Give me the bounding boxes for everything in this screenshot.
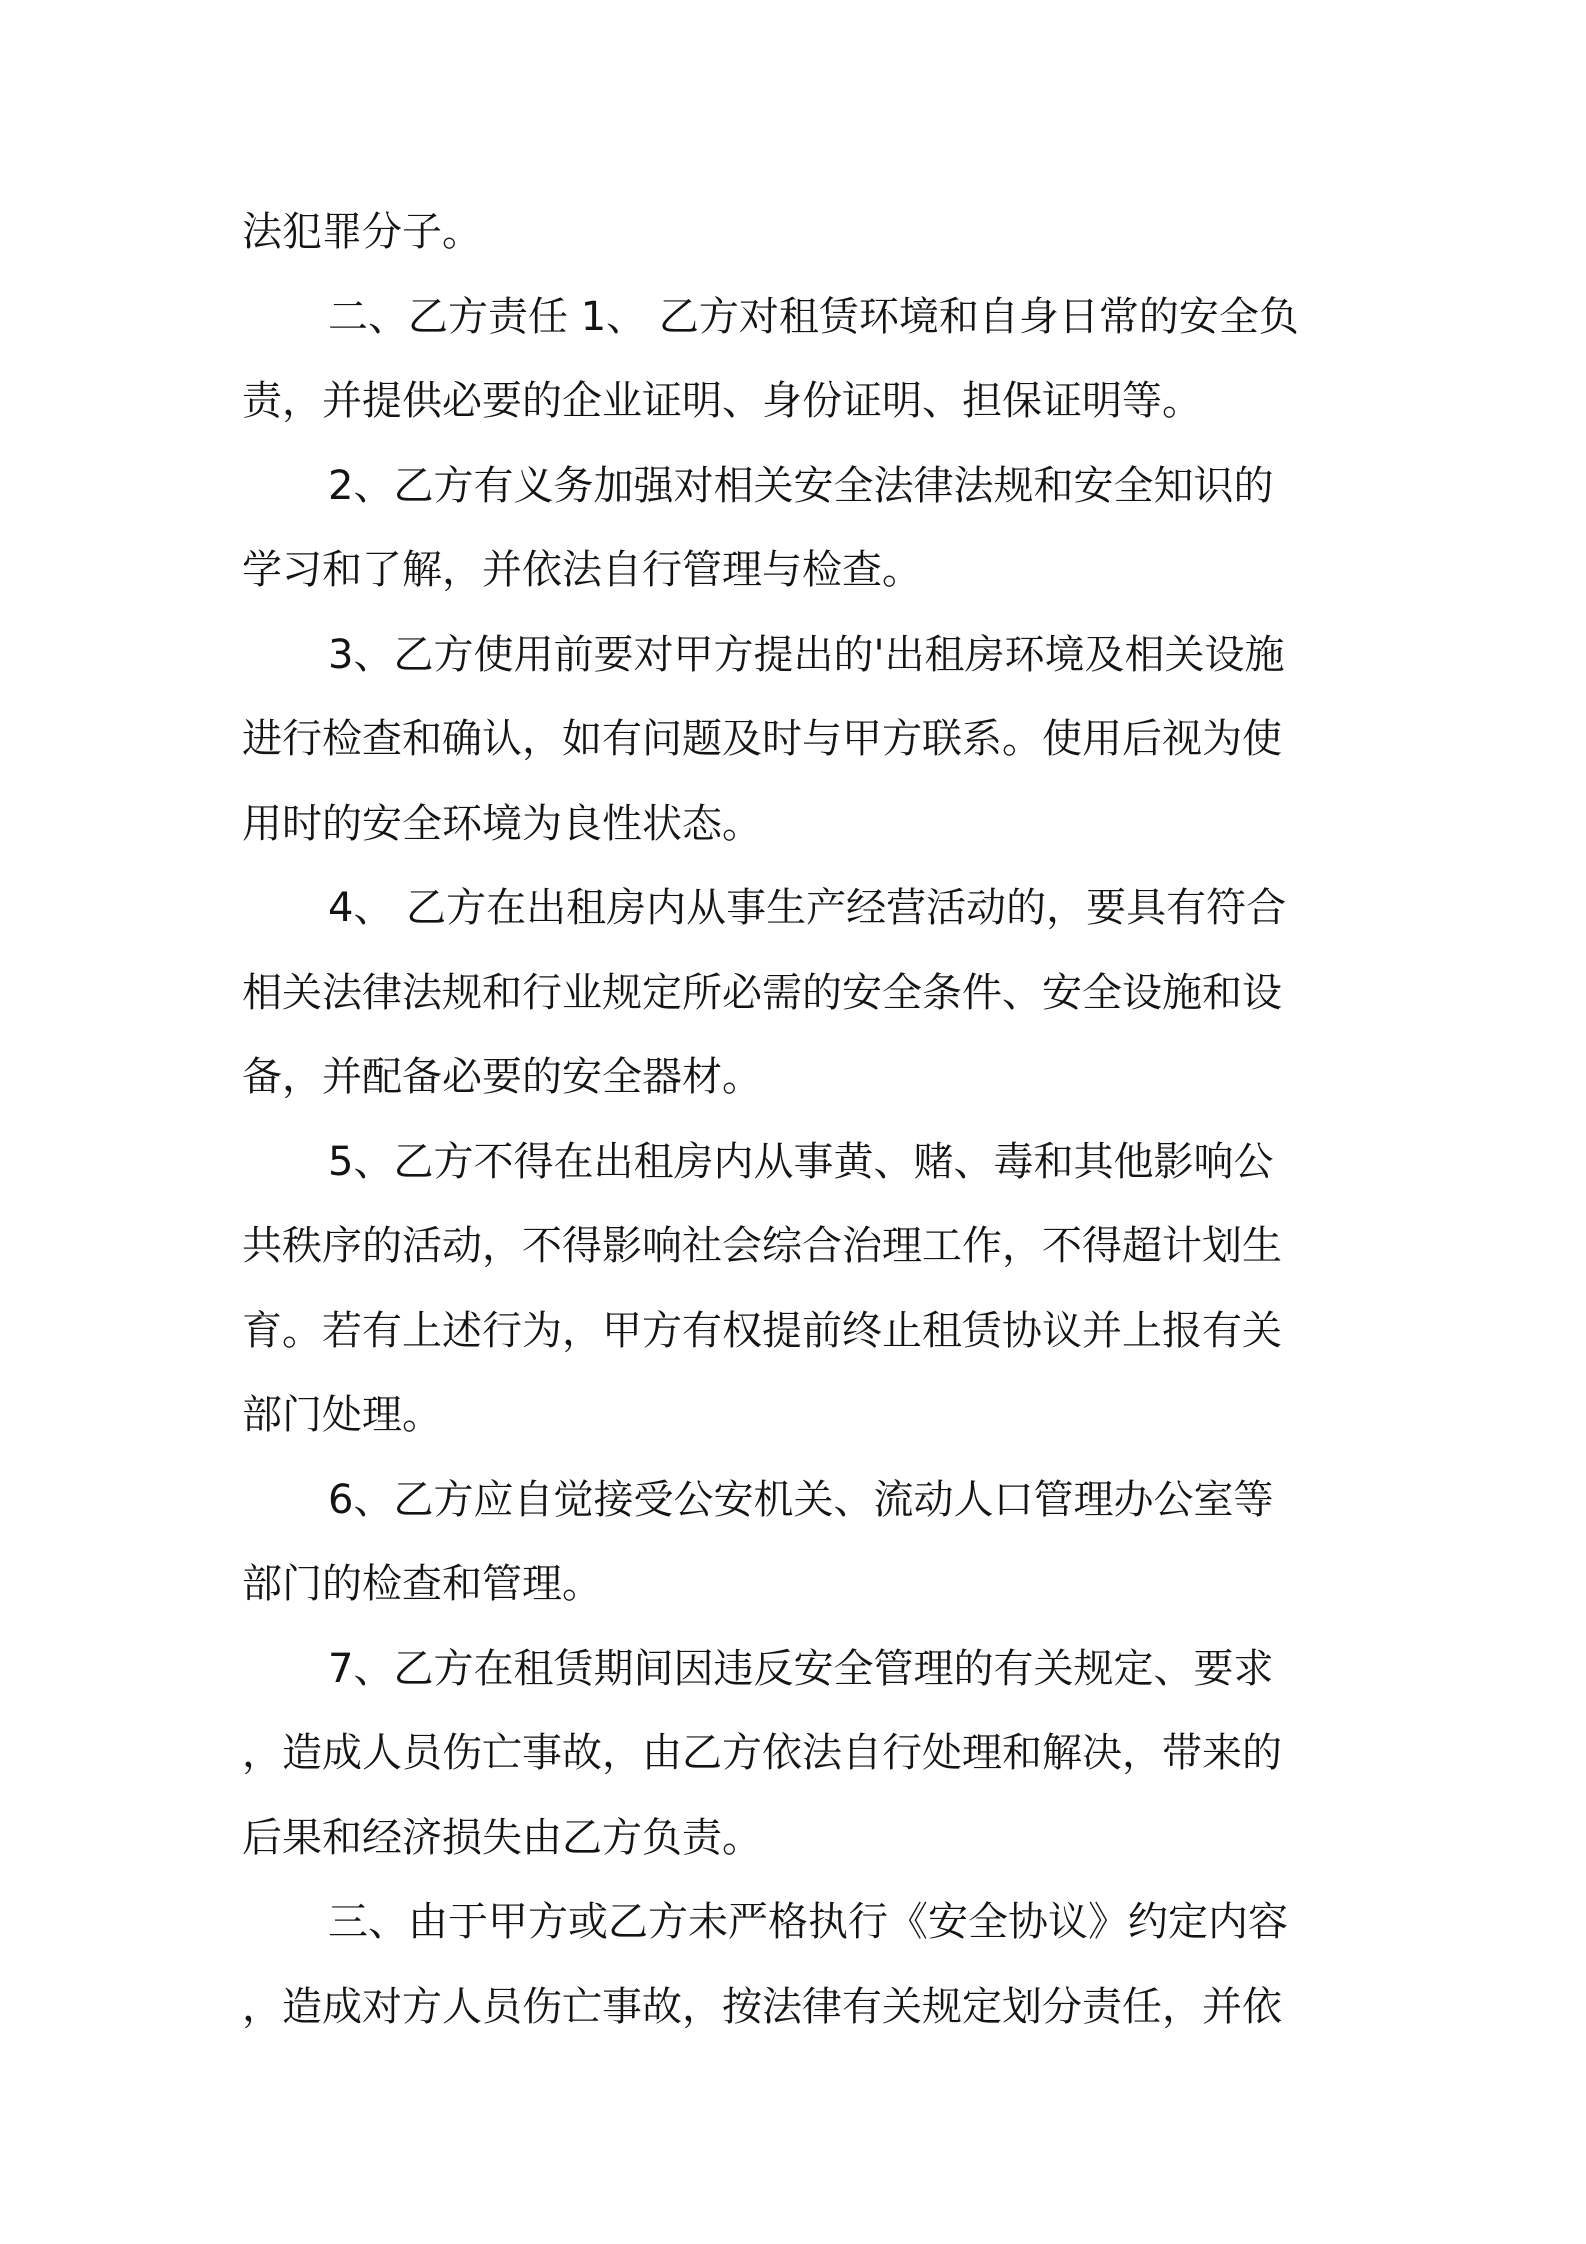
text-line: 部门处理。 [242, 1392, 442, 1438]
document-body [242, 190, 1362, 2049]
text-line: 二、乙方责任 1、 乙方对租赁环境和自身日常的安全负 [328, 293, 1299, 340]
text-line: 3、乙方使用前要对甲方提出的'出租房环境及相关设施 [328, 631, 1285, 678]
text-line: ，造成对方人员伤亡事故，按法律有关规定划分责任，并依 [242, 1983, 1282, 2030]
text-line: 7、乙方在租赁期间因违反安全管理的有关规定、要求 [328, 1645, 1274, 1692]
text-line: 育。若有上述行为，甲方有权提前终止租赁协议并上报有关 [242, 1307, 1282, 1354]
text-line: 相关法律法规和行业规定所必需的安全条件、安全设施和设 [242, 969, 1282, 1016]
text-line: 进行检查和确认，如有问题及时与甲方联系。使用后视为使 [242, 716, 1282, 762]
text-line: 三、由于甲方或乙方未严格执行《安全协议》约定内容 [328, 1899, 1288, 1945]
text-line: 学习和了解，并依法自行管理与检查。 [242, 547, 922, 593]
text-line: 用时的安全环境为良性状态。 [242, 800, 762, 847]
text-line: 责，并提供必要的企业证明、身份证明、担保证明等。 [242, 378, 1202, 424]
text-line: ，造成人员伤亡事故，由乙方依法自行处理和解决，带来的 [242, 1730, 1282, 1776]
text-line: 4、 乙方在出租房内从事生产经营活动的，要具有符合 [328, 885, 1287, 931]
text-line: 备，并配备必要的安全器材。 [242, 1054, 762, 1100]
text-line: 5、乙方不得在出租房内从事黄、赌、毒和其他影响公 [328, 1138, 1274, 1185]
text-line: 后果和经济损失由乙方负责。 [242, 1814, 762, 1861]
text-line: 6、乙方应自觉接受公安机关、流动人口管理办公室等 [328, 1476, 1274, 1523]
text-line: 法犯罪分子。 [242, 209, 482, 255]
text-line: 部门的检查和管理。 [242, 1561, 602, 1607]
text-line: 2、乙方有义务加强对相关安全法律法规和安全知识的 [328, 462, 1274, 509]
text-line: 共秩序的活动，不得影响社会综合治理工作，不得超计划生 [242, 1223, 1282, 1269]
